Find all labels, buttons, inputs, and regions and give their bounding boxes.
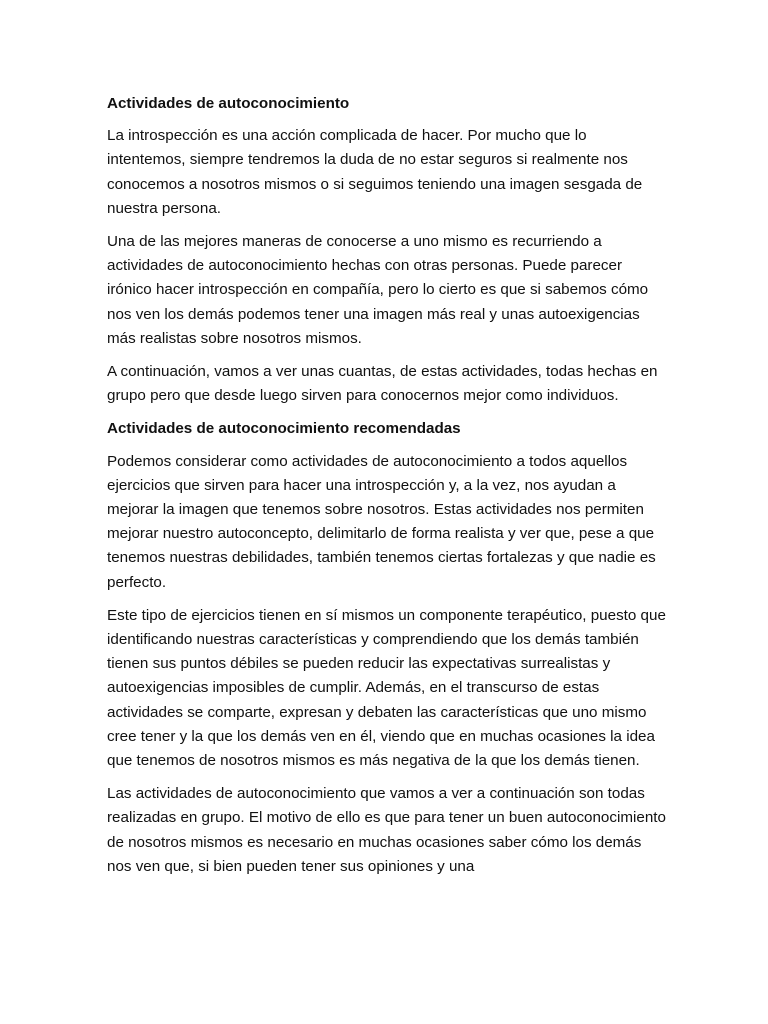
paragraph-therapeutic: Este tipo de ejercicios tienen en sí mismos un componente terapéutico, puesto que identificando nuestras características y comprendiendo que los demás también tienen sus puntos débiles se pueden reducir las expectativas surrealistas y autoexigencias imposibles de cumplir. Además, en el transcurso de estas actividades se comparte, expresan y debaten las características que uno mismo cree tener y la que los demás ven en él, viendo que en muchas ocasiones la idea que tenemos de nosotros mismos es más negativa de la que los demás tienen. [107, 606, 666, 770]
paragraph-group-activities: Las actividades de autoconocimiento que vamos a ver a continuación son todas realizadas en grupo. El motivo de ello es que para tener un buen autoconocimiento de nosotros mismos es necesario en muchas ocasiones saber cómo los demás nos ven que, si bien pueden tener sus opiniones y una [107, 785, 666, 875]
section-heading-activities: Actividades de autoconocimiento [107, 95, 350, 112]
document-body [107, 92, 667, 888]
section-heading-recommended: Actividades de autoconocimiento recomendadas [107, 420, 461, 438]
paragraph-continuation: A continuación, vamos a ver unas cuantas, de estas actividades, todas hechas en grupo pero que desde luego sirven para conocernos mejor como individuos. [107, 363, 658, 405]
paragraph-consider: Podemos considerar como actividades de autoconocimiento a todos aquellos ejercicios que sirven para hacer una introspección y, a la vez, nos ayudan a mejorar la imagen que tenemos sobre nosotros. Estas actividades nos permiten mejorar nuestro autoconcepto, delimitarlo de forma realista y ver que, pese a que tenemos nuestras debilidades, también tenemos ciertas fortalezas y que nadie es perfecto. [107, 452, 656, 591]
paragraph-introspection: La introspección es una acción complicada de hacer. Por mucho que lo intentemos, siempre tendremos la duda de no estar seguros si realmente nos conocemos a nosotros mismos o si seguimos teniendo una imagen sesgada de nuestra persona. [107, 127, 643, 217]
paragraph-best-ways: Una de las mejores maneras de conocerse a uno mismo es recurriendo a actividades de autoconocimiento hechas con otras personas. Puede parecer irónico hacer introspección en compañía, pero lo cierto es que si sabemos cómo nos ven los demás podemos tener una imagen más real y unas autoexigencias más realistas sobre nosotros mismos. [107, 233, 649, 347]
